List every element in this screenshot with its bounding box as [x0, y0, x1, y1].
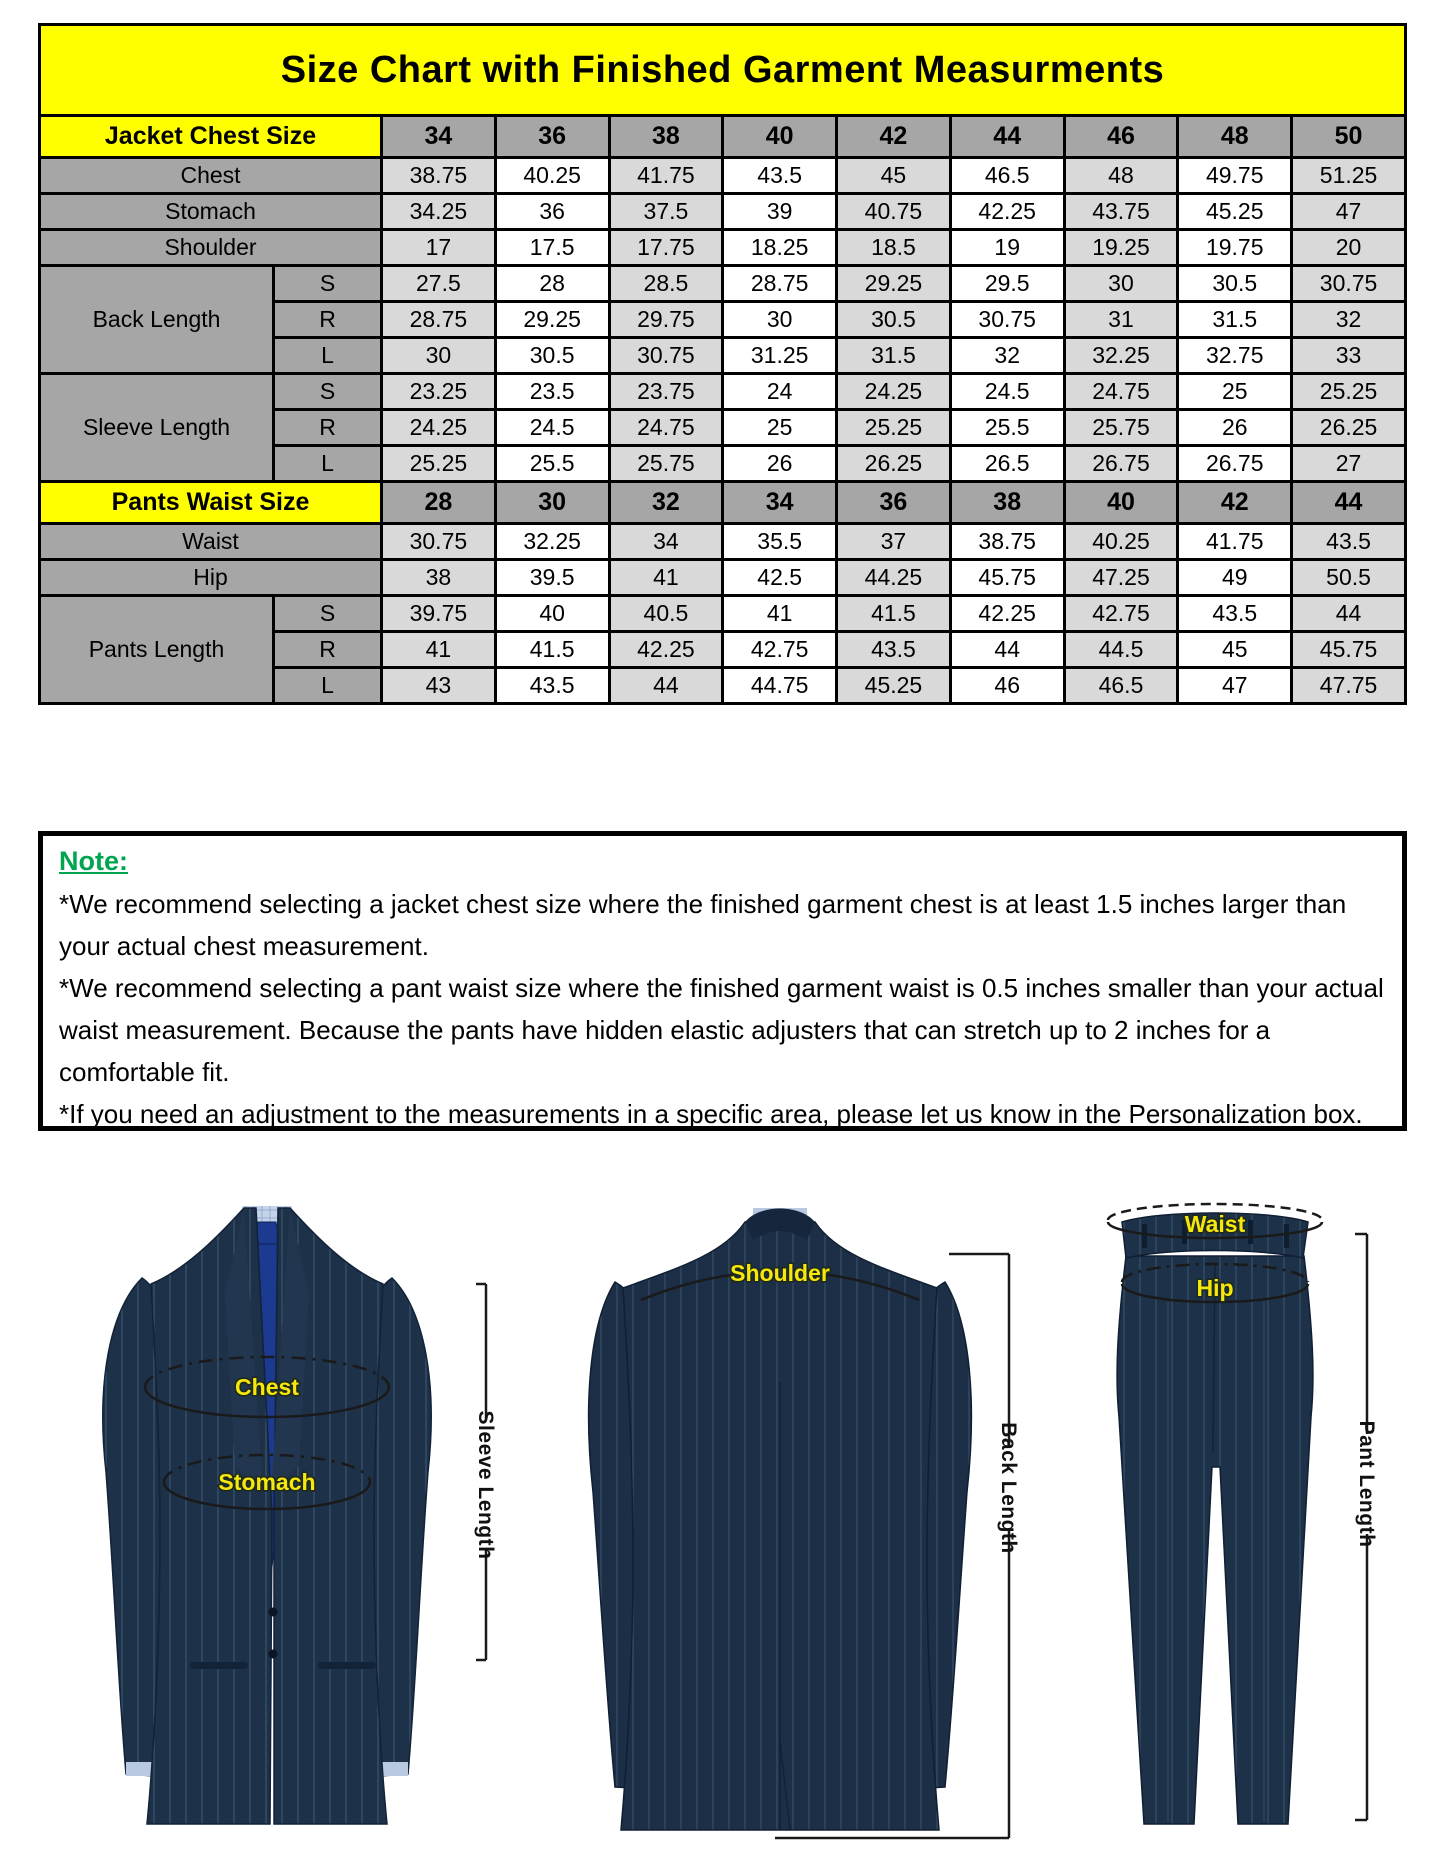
value-cell: 47.75: [1292, 668, 1406, 704]
value-cell: 38.75: [382, 158, 496, 194]
row-label: Waist: [40, 524, 382, 560]
group-label: Sleeve Length: [40, 374, 274, 482]
value-cell: 27.5: [382, 266, 496, 302]
value-cell: 41: [609, 560, 723, 596]
value-cell: 31.25: [723, 338, 837, 374]
value-cell: 47: [1292, 194, 1406, 230]
back-length-bracket-label: Back Length: [997, 1422, 1020, 1554]
value-cell: 40.5: [609, 596, 723, 632]
fit-label: L: [274, 668, 382, 704]
size-col-header: 42: [837, 116, 951, 158]
value-cell: 18.25: [723, 230, 837, 266]
value-cell: 34.25: [382, 194, 496, 230]
value-cell: 50.5: [1292, 560, 1406, 596]
value-cell: 28.75: [723, 266, 837, 302]
note-line: *We recommend selecting a jacket chest size where the finished garment chest is at least 1.5 inches larger than your actual chest measurement.: [59, 889, 1347, 961]
value-cell: 45: [837, 158, 951, 194]
value-cell: 26.75: [1064, 446, 1178, 482]
size-col-header: 38: [609, 116, 723, 158]
fit-label: R: [274, 632, 382, 668]
value-cell: 29.25: [495, 302, 609, 338]
value-cell: 46: [950, 668, 1064, 704]
group-label: Back Length: [40, 266, 274, 374]
value-cell: 43.75: [1064, 194, 1178, 230]
value-cell: 44: [950, 632, 1064, 668]
value-cell: 41.5: [837, 596, 951, 632]
value-cell: 36: [495, 194, 609, 230]
value-cell: 26.75: [1178, 446, 1292, 482]
value-cell: 45.75: [1292, 632, 1406, 668]
value-cell: 49: [1178, 560, 1292, 596]
value-cell: 26.25: [837, 446, 951, 482]
value-cell: 32.25: [495, 524, 609, 560]
value-cell: 25.25: [382, 446, 496, 482]
value-cell: 43.5: [837, 632, 951, 668]
value-cell: 25.25: [1292, 374, 1406, 410]
value-cell: 18.5: [837, 230, 951, 266]
row-label: Chest: [40, 158, 382, 194]
value-cell: 43: [382, 668, 496, 704]
fit-label: R: [274, 302, 382, 338]
size-col-header: 46: [1064, 116, 1178, 158]
value-cell: 45.25: [837, 668, 951, 704]
value-cell: 19.75: [1178, 230, 1292, 266]
size-table: [38, 114, 1407, 705]
value-cell: 30: [1064, 266, 1178, 302]
value-cell: 44: [1292, 596, 1406, 632]
value-cell: 41.5: [495, 632, 609, 668]
value-cell: 28: [495, 266, 609, 302]
value-cell: 29.5: [950, 266, 1064, 302]
value-cell: 37: [837, 524, 951, 560]
shoulder-measure-label: Shoulder: [730, 1260, 830, 1286]
fit-label: S: [274, 596, 382, 632]
value-cell: 24.25: [837, 374, 951, 410]
value-cell: 37.5: [609, 194, 723, 230]
waist-measure-label: Waist: [1184, 1211, 1246, 1237]
row-label: Stomach: [40, 194, 382, 230]
value-cell: 32: [1292, 302, 1406, 338]
value-cell: 41: [723, 596, 837, 632]
value-cell: 43.5: [495, 668, 609, 704]
value-cell: 44.5: [1064, 632, 1178, 668]
value-cell: 51.25: [1292, 158, 1406, 194]
value-cell: 49.75: [1178, 158, 1292, 194]
value-cell: 17.75: [609, 230, 723, 266]
value-cell: 25.5: [950, 410, 1064, 446]
value-cell: 42.25: [950, 194, 1064, 230]
value-cell: 40.25: [1064, 524, 1178, 560]
size-col-header: 28: [382, 482, 496, 524]
measurement-figures: [0, 1132, 1445, 1858]
value-cell: 39: [723, 194, 837, 230]
stomach-measure-label: Stomach: [218, 1469, 316, 1495]
pants-figure: [1020, 1182, 1420, 1847]
value-cell: 29.25: [837, 266, 951, 302]
size-col-header: 34: [382, 116, 496, 158]
value-cell: 44.25: [837, 560, 951, 596]
size-col-header: 48: [1178, 116, 1292, 158]
size-col-header: 50: [1292, 116, 1406, 158]
value-cell: 23.5: [495, 374, 609, 410]
value-cell: 31: [1064, 302, 1178, 338]
row-label: Shoulder: [40, 230, 382, 266]
value-cell: 26: [1178, 410, 1292, 446]
value-cell: 43.5: [1178, 596, 1292, 632]
pant-length-bracket-label: Pant Length: [1355, 1420, 1378, 1548]
pants-body: [1117, 1256, 1313, 1824]
note-line: *If you need an adjustment to the measurements in a specific area, please let us know in the Personalization box.: [59, 1099, 1363, 1129]
value-cell: 42.5: [723, 560, 837, 596]
value-cell: 24.75: [609, 410, 723, 446]
value-cell: 25: [1178, 374, 1292, 410]
hip-measure-label: Hip: [1196, 1275, 1234, 1301]
value-cell: 42.25: [609, 632, 723, 668]
size-col-header: 38: [950, 482, 1064, 524]
section-header-jacket: Jacket Chest Size: [40, 116, 382, 158]
note-heading: Note:: [59, 846, 128, 876]
value-cell: 31.5: [837, 338, 951, 374]
value-cell: 25.75: [609, 446, 723, 482]
chart-title: Size Chart with Finished Garment Measurments: [38, 23, 1407, 117]
value-cell: 44.75: [723, 668, 837, 704]
front-jacket-figure: [50, 1182, 500, 1852]
value-cell: 29.75: [609, 302, 723, 338]
size-col-header: 36: [495, 116, 609, 158]
row-label: Hip: [40, 560, 382, 596]
value-cell: 17.5: [495, 230, 609, 266]
value-cell: 24.75: [1064, 374, 1178, 410]
value-cell: 38.75: [950, 524, 1064, 560]
value-cell: 25.5: [495, 446, 609, 482]
size-col-header: 34: [723, 482, 837, 524]
note-line: *We recommend selecting a pant waist size where the finished garment waist is 0.5 inches smaller than your actual waist measurement. Because the pants have hidden elastic adjusters that can stretch up to 2 inches for a comfortable fit.: [59, 973, 1384, 1087]
fit-label: L: [274, 338, 382, 374]
value-cell: 20: [1292, 230, 1406, 266]
size-col-header: 32: [609, 482, 723, 524]
value-cell: 27: [1292, 446, 1406, 482]
value-cell: 30.75: [1292, 266, 1406, 302]
value-cell: 41.75: [609, 158, 723, 194]
value-cell: 39.5: [495, 560, 609, 596]
value-cell: 30: [382, 338, 496, 374]
value-cell: 48: [1064, 158, 1178, 194]
value-cell: 30.75: [609, 338, 723, 374]
value-cell: 26.5: [950, 446, 1064, 482]
size-col-header: 36: [837, 482, 951, 524]
value-cell: 45: [1178, 632, 1292, 668]
value-cell: 41.75: [1178, 524, 1292, 560]
sleeve-length-bracket-label: Sleeve Length: [474, 1410, 497, 1560]
value-cell: 24.5: [495, 410, 609, 446]
value-cell: 23.75: [609, 374, 723, 410]
value-cell: 45.75: [950, 560, 1064, 596]
value-cell: 41: [382, 632, 496, 668]
size-col-header: 30: [495, 482, 609, 524]
size-col-header: 44: [950, 116, 1064, 158]
value-cell: 42.75: [1064, 596, 1178, 632]
value-cell: 35.5: [723, 524, 837, 560]
value-cell: 40: [495, 596, 609, 632]
value-cell: 40.25: [495, 158, 609, 194]
value-cell: 24.25: [382, 410, 496, 446]
value-cell: 47.25: [1064, 560, 1178, 596]
value-cell: 26: [723, 446, 837, 482]
size-col-header: 42: [1178, 482, 1292, 524]
value-cell: 39.75: [382, 596, 496, 632]
value-cell: 30.75: [950, 302, 1064, 338]
value-cell: 25.75: [1064, 410, 1178, 446]
value-cell: 30.5: [495, 338, 609, 374]
value-cell: 19: [950, 230, 1064, 266]
size-col-header: 44: [1292, 482, 1406, 524]
size-col-header: 40: [1064, 482, 1178, 524]
fit-label: S: [274, 266, 382, 302]
value-cell: 46.5: [950, 158, 1064, 194]
value-cell: 47: [1178, 668, 1292, 704]
fit-label: S: [274, 374, 382, 410]
value-cell: 45.25: [1178, 194, 1292, 230]
group-label: Pants Length: [40, 596, 274, 704]
value-cell: 28.5: [609, 266, 723, 302]
value-cell: 23.25: [382, 374, 496, 410]
value-cell: 24: [723, 374, 837, 410]
value-cell: 34: [609, 524, 723, 560]
value-cell: 38: [382, 560, 496, 596]
value-cell: 25: [723, 410, 837, 446]
fit-label: L: [274, 446, 382, 482]
section-header-pants: Pants Waist Size: [40, 482, 382, 524]
value-cell: 42.25: [950, 596, 1064, 632]
value-cell: 30.5: [1178, 266, 1292, 302]
value-cell: 24.5: [950, 374, 1064, 410]
value-cell: 25.25: [837, 410, 951, 446]
value-cell: 40.75: [837, 194, 951, 230]
front-torso: [147, 1208, 272, 1824]
value-cell: 32.75: [1178, 338, 1292, 374]
value-cell: 26.25: [1292, 410, 1406, 446]
value-cell: 30.75: [382, 524, 496, 560]
fit-label: R: [274, 410, 382, 446]
value-cell: 30.5: [837, 302, 951, 338]
value-cell: 43.5: [1292, 524, 1406, 560]
value-cell: 30: [723, 302, 837, 338]
value-cell: 33: [1292, 338, 1406, 374]
value-cell: 42.75: [723, 632, 837, 668]
size-col-header: 40: [723, 116, 837, 158]
value-cell: 28.75: [382, 302, 496, 338]
chest-measure-label: Chest: [235, 1374, 299, 1400]
value-cell: 32.25: [1064, 338, 1178, 374]
value-cell: 32: [950, 338, 1064, 374]
value-cell: 44: [609, 668, 723, 704]
value-cell: 43.5: [723, 158, 837, 194]
note-box: [38, 831, 1407, 1131]
value-cell: 19.25: [1064, 230, 1178, 266]
value-cell: 17: [382, 230, 496, 266]
back-jacket-figure: [545, 1182, 1025, 1857]
value-cell: 31.5: [1178, 302, 1292, 338]
value-cell: 46.5: [1064, 668, 1178, 704]
size-chart-section: [38, 23, 1407, 705]
